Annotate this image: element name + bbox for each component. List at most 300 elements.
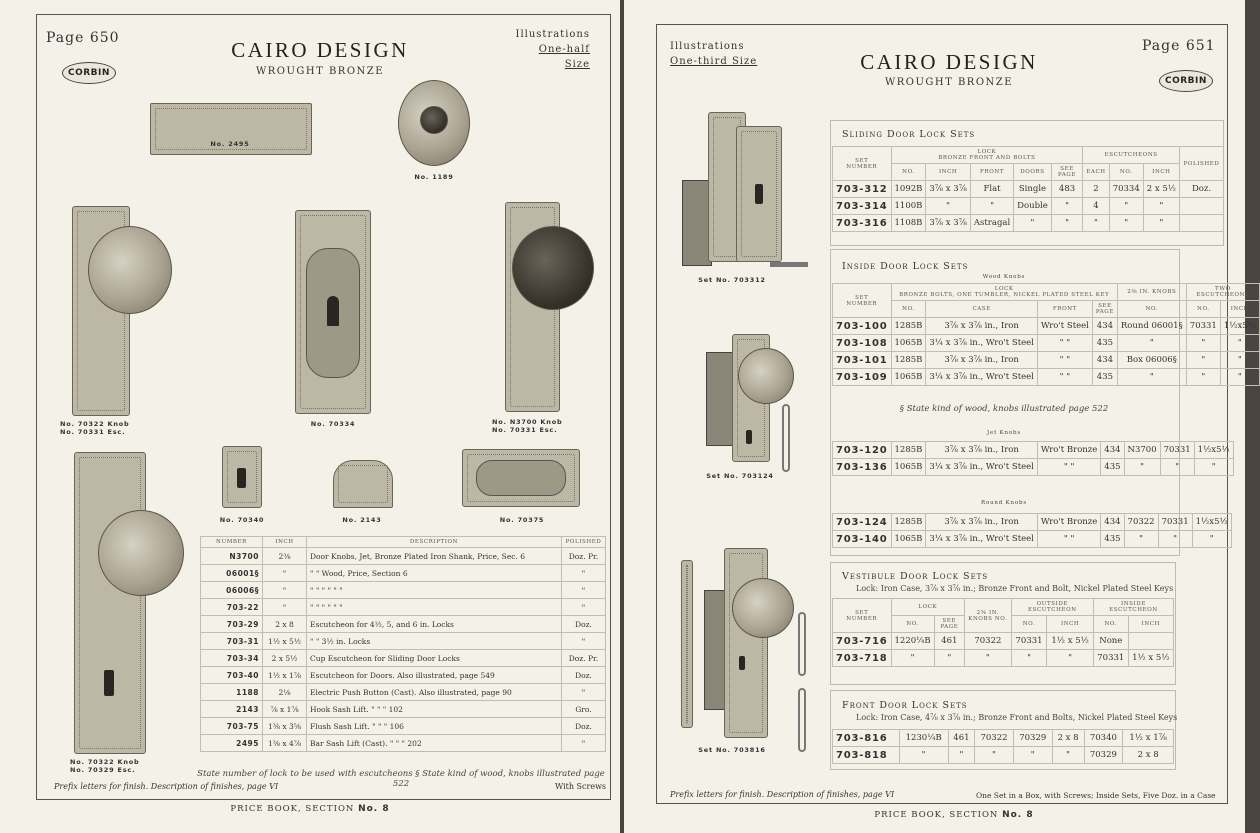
- cell-value: 1220¼B: [891, 633, 934, 650]
- table-row: [201, 650, 606, 667]
- caption-line: No. 70329 Esc.: [70, 766, 136, 774]
- cell-value: " ": [1037, 335, 1092, 352]
- table-body: [201, 548, 606, 752]
- finish-footnote: Prefix letters for finish. Description of finishes, page VI: [670, 790, 895, 799]
- table-row: [201, 735, 606, 752]
- cell-value: ": [1143, 198, 1179, 215]
- table-row: [833, 318, 1260, 335]
- item-description: " " 3½ in. Locks: [307, 633, 562, 650]
- table-row: [833, 747, 1174, 764]
- item-number: 2495: [201, 735, 263, 752]
- table-row: [833, 369, 1260, 386]
- cell-value: 1½x5½: [1220, 318, 1259, 335]
- cell-value: ": [1186, 369, 1220, 386]
- cell-value: 70331: [1093, 650, 1128, 667]
- page-number: Page 651: [1142, 38, 1216, 54]
- knob-70322-b-image: [98, 510, 184, 596]
- cell-value: 434: [1092, 318, 1117, 335]
- cell-value: 2 x 5½: [1143, 181, 1179, 198]
- cell-value: ": [975, 747, 1014, 764]
- cell-value: 70340: [1084, 730, 1123, 747]
- item-number: 06001§: [201, 565, 263, 582]
- cell-value: ": [1047, 650, 1094, 667]
- item-number: 703-40: [201, 667, 263, 684]
- set-number: 703-816: [833, 730, 900, 747]
- cell-value: ": [1051, 198, 1083, 215]
- item-description: Bar Sash Lift (Cast). " " " 202: [307, 735, 562, 752]
- item-description: Hook Sash Lift. " " " 102: [307, 701, 562, 718]
- cell-value: ": [948, 747, 974, 764]
- cell-value: 1½ x 5½: [1047, 633, 1094, 650]
- cell-value: ": [1220, 335, 1259, 352]
- page-subtitle: WROUGHT BRONZE: [884, 77, 1014, 88]
- footer-text: PRICE BOOK, SECTION: [874, 810, 999, 820]
- keyhole-icon: [327, 296, 339, 326]
- cell-value: 1230¼B: [899, 730, 948, 747]
- table-row: [833, 633, 1174, 650]
- section-number: No. 8: [358, 804, 390, 814]
- item-number: 06006§: [201, 582, 263, 599]
- table-body: [833, 633, 1174, 667]
- table-row: [201, 548, 606, 565]
- section-number: No. 8: [1002, 810, 1034, 820]
- cell-value: 435: [1092, 369, 1117, 386]
- cell-value: 434: [1101, 442, 1124, 459]
- table-row: [201, 599, 606, 616]
- cell-value: 2: [1083, 181, 1109, 198]
- cell-value: 461: [934, 633, 964, 650]
- corbin-logo: CORBIN: [62, 62, 116, 84]
- push-button-center: [420, 106, 448, 134]
- cell-value: ": [1013, 747, 1052, 764]
- table-row: [201, 633, 606, 650]
- illus-size: One-third Size: [670, 56, 758, 67]
- cell-value: ": [1117, 369, 1186, 386]
- cell-value: ": [891, 650, 934, 667]
- item-description: " " Wood, Price, Section 6: [307, 565, 562, 582]
- table-body: [833, 318, 1260, 386]
- right-catalog-page: [624, 0, 1256, 833]
- set-number: 703-100: [833, 318, 892, 335]
- item-polished: ": [562, 599, 606, 616]
- caption-2495: No. 2495: [210, 140, 250, 148]
- table-subheader-row: NO. SEE PAGE NO. INCH NO. INCH: [833, 616, 1174, 633]
- vestibule-table: [832, 598, 1174, 667]
- flush-lift-recess: [476, 460, 566, 496]
- vestibule-lock-desc: Lock: Iron Case, 3⅞ x 3⅞ in.; Bronze Front and Bolt, Nickel Plated Steel Keys: [856, 584, 1174, 593]
- table-row: [833, 531, 1232, 548]
- cell-value: 1065B: [891, 335, 926, 352]
- cell-value: 1065B: [891, 369, 926, 386]
- caption-line: No. 70322 Knob: [70, 758, 140, 766]
- table-row: [201, 667, 606, 684]
- cell-value: ": [1117, 335, 1186, 352]
- cell-value: 435: [1092, 335, 1117, 352]
- cell-value: 3⅞ x 3⅞ in., Iron: [926, 442, 1038, 459]
- cell-value: ": [1052, 747, 1084, 764]
- cell-value: ": [1011, 650, 1047, 667]
- set-number: 703-108: [833, 335, 892, 352]
- table-row: [201, 582, 606, 599]
- caption-line: No. 70322 Knob: [60, 420, 130, 428]
- page-subtitle: WROUGHT BRONZE: [255, 66, 385, 77]
- item-polished: Gro.: [562, 701, 606, 718]
- caption-line: No. N3700 Knob: [492, 418, 563, 426]
- table-body: [833, 514, 1232, 548]
- cell-value: 461: [948, 730, 974, 747]
- item-number: 2143: [201, 701, 263, 718]
- item-description: Flush Sash Lift. " " " 106: [307, 718, 562, 735]
- cell-value: ": [1158, 531, 1192, 548]
- item-number: N3700: [201, 548, 263, 565]
- table-row: [833, 650, 1174, 667]
- table-row: [833, 215, 1224, 232]
- cell-value: ": [1014, 215, 1052, 232]
- cell-value: ": [1192, 531, 1231, 548]
- cell-value: 1½ x 5½: [1128, 650, 1173, 667]
- col-number: NUMBER: [201, 537, 263, 548]
- table-row: [201, 718, 606, 735]
- key-icon: [782, 404, 790, 472]
- set-number: 703-312: [833, 181, 892, 198]
- front-escutcheon: [724, 548, 768, 738]
- item-polished: ": [562, 565, 606, 582]
- page-number: Page 650: [46, 30, 120, 46]
- set-number: 703-314: [833, 198, 892, 215]
- item-number: 703-34: [201, 650, 263, 667]
- cell-value: " ": [1037, 352, 1092, 369]
- item-inch: 2⅜: [263, 548, 307, 565]
- item-polished: Doz. Pr.: [562, 548, 606, 565]
- sliding-table: [832, 146, 1224, 232]
- cell-value: 3⅞ x 3⅞: [926, 215, 971, 232]
- cell-value: 3⅞ x 3⅞ in., Iron: [926, 352, 1038, 369]
- hook-sash-lift-image: [333, 460, 393, 508]
- footer-text: PRICE BOOK, SECTION: [230, 804, 355, 814]
- polished-unit: [1180, 215, 1224, 232]
- keyhole-icon: [755, 184, 763, 204]
- keyhole-icon: [746, 430, 752, 444]
- inside-knob: [738, 348, 794, 404]
- finish-footnote: Prefix letters for finish. Description of finishes, page VI: [54, 782, 279, 791]
- table-header-row: SET NUMBER LOCK BRONZE BOLTS, ONE TUMBLER, NICKEL PLATED STEEL KEY 2⅜ IN. KNOBS TWO ESCUTCHEONS: [833, 284, 1260, 301]
- table-header-row: SET NUMBER LOCK 2⅜ IN. KNOBS NO. OUTSIDE ESCUTCHEON INSIDE ESCUTCHEON: [833, 599, 1174, 616]
- cell-value: 1½x5½: [1192, 514, 1231, 531]
- caption-line: No. 70331 Esc.: [492, 426, 558, 434]
- item-number: 703-75: [201, 718, 263, 735]
- cell-value: 1285B: [891, 514, 926, 531]
- vestibule-heading: Vestibule Door Lock Sets: [842, 571, 989, 582]
- table-body: [833, 730, 1174, 764]
- cell-value: ": [1124, 531, 1158, 548]
- cell-value: 1065B: [891, 459, 926, 476]
- item-polished: ": [562, 633, 606, 650]
- price-table: [200, 536, 606, 752]
- cell-value: 434: [1101, 514, 1124, 531]
- item-inch: ⅞ x 1⅞: [263, 701, 307, 718]
- cell-value: 434: [1092, 352, 1117, 369]
- cell-value: 483: [1051, 181, 1083, 198]
- item-polished: Doz.: [562, 616, 606, 633]
- wood-knob-note: § State kind of wood, knobs illustrated page 522: [899, 404, 1109, 414]
- cell-value: 70331: [1160, 442, 1194, 459]
- table-row: [833, 335, 1260, 352]
- cell-value: ": [1109, 198, 1143, 215]
- set-number: 703-718: [833, 650, 892, 667]
- illustration-scale: [670, 39, 757, 69]
- table-row: [201, 616, 606, 633]
- item-polished: Doz.: [562, 718, 606, 735]
- item-description: Cup Escutcheon for Sliding Door Locks: [307, 650, 562, 667]
- round-table: [832, 513, 1232, 548]
- cell-value: 1285B: [891, 352, 926, 369]
- cell-value: 3¼ x 3⅞ in., Wro't Steel: [926, 369, 1038, 386]
- cell-value: 1285B: [891, 318, 926, 335]
- item-inch: ": [263, 565, 307, 582]
- caption-n3700: [492, 418, 582, 434]
- cell-value: 1100B: [891, 198, 926, 215]
- cell-value: ": [1051, 215, 1083, 232]
- escutcheon-note: State number of lock to be used with escutcheons § State kind of wood, knobs illustrated page 522: [197, 769, 605, 789]
- caption-70334: No. 70334: [310, 420, 356, 428]
- polished-unit: [1180, 198, 1224, 215]
- cell-value: ": [1194, 459, 1233, 476]
- cell-value: ": [1143, 215, 1179, 232]
- caption-703816: Set No. 703816: [698, 746, 766, 754]
- cell-value: Wro't Bronze: [1037, 514, 1100, 531]
- item-description: Electric Push Button (Cast). Also illustrated, page 90: [307, 684, 562, 701]
- cell-value: 3⅞ x 3⅞: [926, 181, 971, 198]
- item-inch: ": [263, 599, 307, 616]
- cell-value: 1½ x 1⅞: [1123, 730, 1174, 747]
- set-number: 703-101: [833, 352, 892, 369]
- item-description: " " " " " ": [307, 582, 562, 599]
- item-number: 703-22: [201, 599, 263, 616]
- cell-value: 70334: [1109, 181, 1143, 198]
- table-body: [833, 181, 1224, 232]
- col-inch: INCH: [263, 537, 307, 548]
- caption-70322-b: [70, 758, 160, 774]
- cell-value: ": [934, 650, 964, 667]
- cell-value: 70329: [1013, 730, 1052, 747]
- item-inch: 2 x 8: [263, 616, 307, 633]
- cell-value: 70331: [1011, 633, 1047, 650]
- set-number: 703-316: [833, 215, 892, 232]
- set-number: 703-120: [833, 442, 892, 459]
- cell-value: 3⅞ x 3⅞ in., Iron: [926, 514, 1038, 531]
- key-icon: [798, 688, 806, 752]
- cell-value: ": [965, 650, 1012, 667]
- item-inch: 2⅛: [263, 684, 307, 701]
- table-row: [833, 181, 1224, 198]
- item-number: 703-31: [201, 633, 263, 650]
- cell-value: [1128, 633, 1173, 650]
- table-row: [833, 514, 1232, 531]
- jet-table: [832, 441, 1234, 476]
- item-description: " " " " " ": [307, 599, 562, 616]
- inside-heading: Inside Door Lock Sets: [842, 261, 969, 272]
- cell-value: ": [1083, 215, 1109, 232]
- cell-value: ": [899, 747, 948, 764]
- item-description: Escutcheon for Doors. Also illustrated, page 549: [307, 667, 562, 684]
- front-table: [832, 729, 1174, 764]
- item-inch: 1⅜ x 3⅝: [263, 718, 307, 735]
- keyhole-icon: [739, 656, 745, 670]
- set-number: 703-716: [833, 633, 892, 650]
- key-icon: [798, 612, 806, 676]
- cell-value: 70331: [1158, 514, 1192, 531]
- cell-value: Flat: [970, 181, 1013, 198]
- jet-knob-image: [512, 226, 594, 310]
- caption-703124: Set No. 703124: [706, 472, 774, 480]
- cell-value: ": [970, 198, 1013, 215]
- cell-value: " ": [1037, 369, 1092, 386]
- col-description: DESCRIPTION: [307, 537, 562, 548]
- item-polished: Doz.: [562, 667, 606, 684]
- item-inch: 2 x 5½: [263, 650, 307, 667]
- item-number: 1188: [201, 684, 263, 701]
- cell-value: " ": [1037, 459, 1100, 476]
- cell-value: ": [1186, 335, 1220, 352]
- caption-1189: No. 1189: [414, 173, 454, 181]
- cell-value: ": [1124, 459, 1160, 476]
- cell-value: ": [1220, 352, 1259, 369]
- cell-value: " ": [1037, 531, 1100, 548]
- cell-value: N3700: [1124, 442, 1160, 459]
- front-lock-plate: [681, 560, 693, 728]
- cell-value: 3⅞ x 3⅞ in., Iron: [926, 318, 1038, 335]
- item-polished: ": [562, 735, 606, 752]
- set-number: 703-136: [833, 459, 892, 476]
- table-row: [833, 730, 1174, 747]
- cell-value: 435: [1101, 459, 1124, 476]
- caption-70340: No. 70340: [219, 516, 265, 524]
- set-number: 703-124: [833, 514, 892, 531]
- table-subheader-row: NO. INCH FRONT DOORS SEE PAGE EACH NO. INCH: [833, 164, 1224, 181]
- cell-value: 2 x 8: [1052, 730, 1084, 747]
- escutcheon-70329-image: [74, 452, 146, 754]
- item-inch: 1½ x 1⅞: [263, 667, 307, 684]
- page-title: CAIRO DESIGN: [860, 50, 1038, 74]
- col-polished: POLISHED: [562, 537, 606, 548]
- cell-value: Single: [1014, 181, 1052, 198]
- cell-value: Wro't Steel: [1037, 318, 1092, 335]
- cell-value: 4: [1083, 198, 1109, 215]
- item-polished: ": [562, 684, 606, 701]
- sliding-heading: Sliding Door Lock Sets: [842, 129, 976, 140]
- cell-value: 2 x 8: [1123, 747, 1174, 764]
- left-catalog-page: [0, 0, 620, 833]
- cell-value: 70329: [1084, 747, 1123, 764]
- price-book-footer: [844, 810, 1064, 820]
- item-inch: 1½ x 5½: [263, 633, 307, 650]
- item-description: Door Knobs, Jet, Bronze Plated Iron Shank, Price, Sec. 6: [307, 548, 562, 565]
- table-header-row: SET NUMBER LOCK BRONZE FRONT AND BOLTS ESCUTCHEONS POLISHED: [833, 147, 1224, 164]
- cell-value: 1092B: [891, 181, 926, 198]
- item-inch: ": [263, 582, 307, 599]
- item-description: Escutcheon for 4½, 5, and 6 in. Locks: [307, 616, 562, 633]
- cell-value: 1½x5½: [1194, 442, 1233, 459]
- cell-value: ": [1220, 369, 1259, 386]
- caption-703312: Set No. 703312: [698, 276, 766, 284]
- caption-70322-a: [60, 420, 150, 436]
- cell-value: Wro't Bronze: [1037, 442, 1100, 459]
- page-title: CAIRO DESIGN: [231, 38, 409, 62]
- cell-value: Double: [1014, 198, 1052, 215]
- cell-value: 70331: [1186, 318, 1220, 335]
- cell-value: 1285B: [891, 442, 926, 459]
- cell-value: None: [1093, 633, 1128, 650]
- cell-value: 70322: [965, 633, 1012, 650]
- set-number: 703-109: [833, 369, 892, 386]
- cell-value: 70322: [975, 730, 1014, 747]
- item-inch: 1⅜ x 4⅞: [263, 735, 307, 752]
- cell-value: 435: [1101, 531, 1124, 548]
- set-number: 703-140: [833, 531, 892, 548]
- keyhole-icon: [237, 468, 246, 488]
- item-polished: ": [562, 582, 606, 599]
- wood-knobs-label: Wood Knobs: [982, 274, 1026, 280]
- cell-value: 1108B: [891, 215, 926, 232]
- cell-value: Box 06006§: [1117, 352, 1186, 369]
- cell-value: 3¼ x 3⅞ in., Wro't Steel: [926, 459, 1038, 476]
- item-polished: Doz. Pr.: [562, 650, 606, 667]
- table-body: [833, 442, 1234, 476]
- jet-knobs-label: Jet Knobs: [987, 430, 1021, 436]
- caption-line: No. 70331 Esc.: [60, 428, 126, 436]
- table-row: [833, 352, 1260, 369]
- cell-value: 3¼ x 3⅞ in., Wro't Steel: [926, 335, 1038, 352]
- cell-value: 3¼ x 3⅞ in., Wro't Steel: [926, 531, 1038, 548]
- illustration-scale: [510, 27, 590, 72]
- illus-label: Illustrations: [670, 41, 745, 52]
- table-header-row: [201, 537, 606, 548]
- corbin-logo: CORBIN: [1159, 70, 1213, 92]
- cell-value: ": [1186, 352, 1220, 369]
- cell-value: ": [1109, 215, 1143, 232]
- table-row: [833, 442, 1234, 459]
- front-knob: [732, 578, 794, 638]
- illus-size: One-half Size: [538, 44, 590, 70]
- table-row: [201, 684, 606, 701]
- knob-70322-image: [88, 226, 172, 314]
- front-heading: Front Door Lock Sets: [842, 700, 968, 711]
- caption-2143: No. 2143: [342, 516, 382, 524]
- table-row: [833, 459, 1234, 476]
- cell-value: ": [926, 198, 971, 215]
- table-row: [201, 701, 606, 718]
- key-icon: [770, 262, 808, 267]
- table-row: [833, 198, 1224, 215]
- cell-value: 1065B: [891, 531, 926, 548]
- round-knobs-label: Round Knobs: [981, 500, 1027, 506]
- front-lock-desc: Lock: Iron Case, 4⅞ x 3⅞ in.; Bronze Front and Bolts, Nickel Plated Steel Keys: [856, 713, 1178, 722]
- packing-note: One Set in a Box, with Screws; Inside Sets, Five Doz. in a Case: [976, 791, 1216, 800]
- cell-value: Round 06001§: [1117, 318, 1186, 335]
- set-number: 703-818: [833, 747, 900, 764]
- cell-value: 70322: [1124, 514, 1158, 531]
- cell-value: Astragal: [970, 215, 1013, 232]
- inside-table: [832, 283, 1260, 386]
- polished-unit: Doz.: [1180, 181, 1224, 198]
- keyhole-icon: [104, 670, 114, 696]
- illus-label: Illustrations: [515, 29, 590, 40]
- price-book-footer: [200, 804, 420, 814]
- caption-70375: No. 70375: [499, 516, 545, 524]
- item-number: 703-29: [201, 616, 263, 633]
- table-subheader-row: NO. CASE FRONT SEE PAGE NO. NO. INCH: [833, 301, 1260, 318]
- with-screws-note: With Screws: [555, 782, 607, 791]
